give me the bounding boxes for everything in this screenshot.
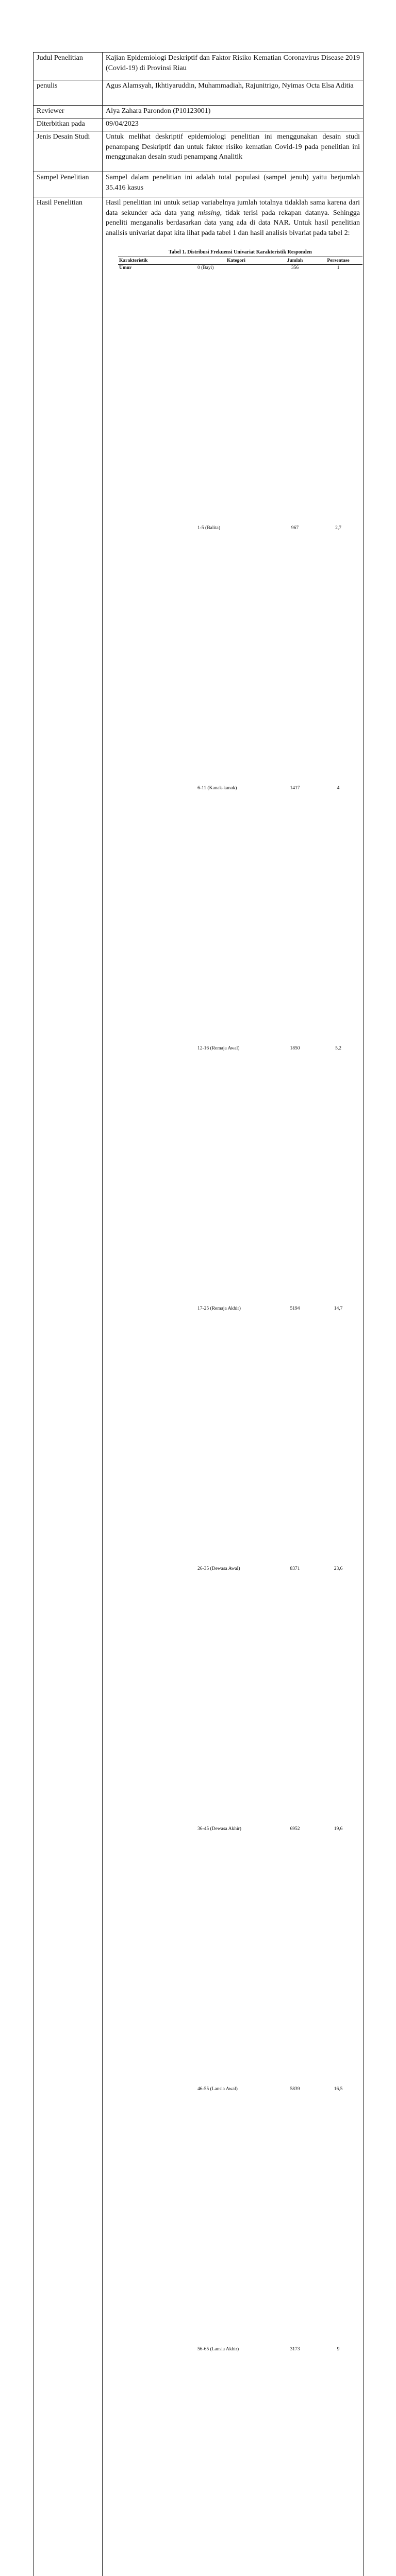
table-row [118,1306,362,1566]
label-judul-penelitian: Judul Penelitian [34,53,103,80]
label-diterbitkan: Diterbitkan pada [34,118,103,131]
table1-persentase-cell: 2,7 [314,525,362,785]
table1-karakteristik-cell [118,1045,196,1306]
row-hasil-penelitian [34,197,364,2576]
table1-kategori-cell: 0 (Bayi) [196,265,276,526]
value-reviewer: Alya Zahara Parondon (P10123001) [103,106,364,118]
row-sampel-penelitian [34,172,364,197]
hasil-text-italic: missing [198,209,220,217]
table1-header-kategori: Kategori [196,257,276,265]
review-table [33,52,364,2576]
table1-jumlah-cell: 5194 [276,1306,314,1566]
table-row [118,2086,362,2346]
table-row [118,1566,362,1826]
table1-persentase-cell: 1 [314,265,362,526]
value-diterbitkan: 09/04/2023 [103,118,364,131]
table1-persentase-cell: 16,5 [314,2086,362,2346]
table1-kategori-cell: 12-16 (Remaja Awal) [196,1045,276,1306]
table1-karakteristik-cell [118,525,196,785]
table-row [118,265,362,526]
table1-karakteristik-cell [118,2346,196,2576]
table1-header-persentase: Persentase [314,257,362,265]
table1-karakteristik-cell [118,785,196,1045]
value-sampel-penelitian: Sampel dalam penelitian ini adalah total populasi (sampel jenuh) yaitu berjumlah 35.416 kasus [103,172,364,197]
table1-kategori-cell: 46-55 (Lansia Awal) [196,2086,276,2346]
table1-karakteristik-cell: Umur [118,265,196,526]
label-reviewer: Reviewer [34,106,103,118]
table1-jumlah-cell: 5839 [276,2086,314,2346]
table1-karakteristik-cell [118,1306,196,1566]
table1-jumlah-cell: 8371 [276,1566,314,1826]
table1-body [118,265,362,2576]
row-reviewer [34,106,364,118]
table1-kategori-cell: 1-5 (Balita) [196,525,276,785]
table1-kategori-cell: 6-11 (Kanak-kanak) [196,785,276,1045]
table1-jumlah-cell: 1417 [276,785,314,1045]
table1-persentase-cell: 5,2 [314,1045,362,1306]
table1-header-jumlah: Jumlah [276,257,314,265]
label-sampel-penelitian: Sampel Penelitian [34,172,103,197]
value-hasil-penelitian [103,197,364,2576]
table1-header-row [118,257,362,265]
table1-karakteristik-cell [118,2086,196,2346]
table1-persentase-cell: 9 [314,2346,362,2576]
table1-jumlah-cell: 967 [276,525,314,785]
hasil-text-after: , tidak terisi pada rekapan datanya. Sehingga peneliti menganalis berdasarkan data yang ada di data NAR. Untuk hasil penelitian analisis univariat dapat kita lihat pada tabel 1 dan hasil analisis bivariat pada tabel 2: [106,209,360,237]
table1-kategori-cell: 56-65 (Lansia Akhir) [196,2346,276,2576]
table-row [118,785,362,1045]
table1-karakteristik-cell [118,1566,196,1826]
table1-persentase-cell: 23,6 [314,1566,362,1826]
table1-persentase-cell: 14,7 [314,1306,362,1566]
label-hasil-penelitian: Hasil Penelitian [34,197,103,2576]
table1-persentase-cell: 4 [314,785,362,1045]
value-judul-penelitian: Kajian Epidemiologi Deskriptif dan Faktor Risiko Kematian Coronavirus Disease 2019 (Covid-19) di Provinsi Riau [103,53,364,80]
hasil-text-before: Hasil penelitian ini untuk setiap variabelnya jumlah totalnya tidaklah sama karena dari data sekunder ada data yang [106,199,360,217]
table-row [118,2346,362,2576]
hasil-paragraph [106,198,360,238]
table1-jumlah-cell: 6952 [276,1826,314,2086]
table1-karakteristik-cell [118,1826,196,2086]
table1-jumlah-cell: 3173 [276,2346,314,2576]
table-row [118,1826,362,2086]
table1-kategori-cell: 36-45 (Dewasa Akhir) [196,1826,276,2086]
value-jenis-desain-studi: Untuk melihat deskriptif epidemiologi penelitian ini menggunakan desain studi penampang Deskriptif dan untuk faktor risiko kematian Covid-19 pada penelitian ini menggunakan desain studi penampang Analitik [103,131,364,172]
row-diterbitkan [34,118,364,131]
label-jenis-desain-studi: Jenis Desain Studi [34,131,103,172]
table1-kategori-cell: 26-35 (Dewasa Awal) [196,1566,276,1826]
value-penulis: Agus Alamsyah, Ikhtiyaruddin, Muhammadiah, Rajunitrigo, Nyimas Octa Elsa Aditia [103,80,364,106]
table1-jumlah-cell: 1850 [276,1045,314,1306]
table-row [118,525,362,785]
table1-persentase-cell: 19,6 [314,1826,362,2086]
table1-kategori-cell: 17-25 (Remaja Akhir) [196,1306,276,1566]
table1-header-karakteristik: Karakteristik [118,257,196,265]
table1-distribusi-frekuensi [118,249,362,2576]
row-penulis [34,80,364,106]
label-penulis: penulis [34,80,103,106]
row-judul-penelitian [34,53,364,80]
table1-title: Tabel 1. Distribusi Frekuensi Univariat Karakteristik Responden [118,249,362,257]
row-jenis-desain-studi [34,131,364,172]
table1-jumlah-cell: 356 [276,265,314,526]
table-row [118,1045,362,1306]
